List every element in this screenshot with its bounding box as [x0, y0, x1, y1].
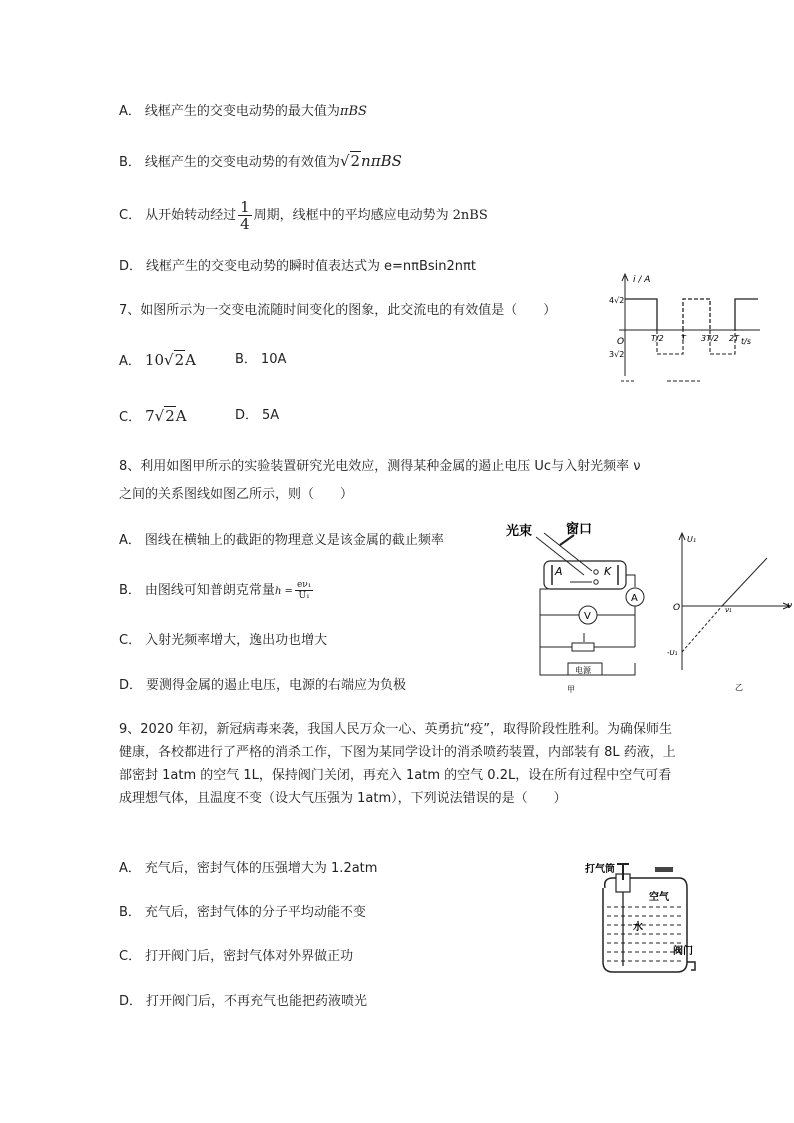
pulse-positive — [683, 299, 710, 330]
q7-option-b: B． 10A — [235, 352, 287, 367]
formula: e=nπBsin2nπt — [384, 259, 476, 274]
option-label: C． — [119, 949, 142, 964]
option-label: D． — [119, 994, 143, 1009]
y-intercept-label: -U₁ — [667, 649, 678, 657]
q6-option-c — [119, 196, 488, 236]
y-axis-label: i / A — [633, 275, 651, 285]
rheostat — [572, 643, 594, 651]
pulse-positive — [735, 299, 758, 330]
option-label: D． — [235, 408, 259, 423]
option-label: A． — [119, 533, 141, 548]
q6-option-d — [119, 258, 476, 276]
sqrt-formula: √2 — [164, 351, 185, 369]
cathode-label: K — [604, 565, 612, 578]
anode-label: A — [555, 565, 563, 578]
q9-option-a: A． 充气后，密封气体的压强增大为 1.2atm — [119, 861, 378, 876]
q7-option-c: C． 7√2A — [119, 407, 187, 425]
formula: πBS — [339, 104, 367, 119]
option-text: 周期，线框中的平均感应电动势为 — [253, 208, 449, 223]
q9-option-d: D． 打开阀门后，不再充气也能把药液喷光 — [119, 994, 368, 1009]
q7-stem: 7、如图所示为一交变电流随时间变化的图象，此交流电的有效值是（ ） — [119, 303, 557, 318]
option-label: C． — [119, 633, 142, 648]
option-label: A． — [119, 104, 141, 119]
valve-nozzle — [687, 962, 695, 970]
sqrt-formula: √2 — [154, 407, 175, 425]
tick-label: T/2 — [651, 334, 664, 343]
origin-label: O — [673, 603, 681, 613]
q8-graph-figure — [665, 528, 794, 693]
window-label: 窗口 — [566, 522, 593, 537]
q8-option-d: D． 要测得金属的遏止电压，电源的右端应为负极 — [119, 678, 407, 693]
q6-option-a — [119, 103, 367, 121]
caption-yi: 乙 — [735, 683, 743, 692]
q9-stem: 9、2020 年初，新冠病毒来袭，我国人民万众一心、英勇抗“疫”，取得阶段性胜利。为确保师生健康，各校都进行了严格的消杀工作，下图为某同学设计的消杀喷药装置，内部装有 8L 药液，上部密封 1atm 的空气 1L，保持阀门关闭，再充入 1atm 的空气 0.2L，设在所有过程中空气可看成理想气体，且温度不变（设大气压强为 1atm），下列说法错误的是（ ） — [119, 722, 676, 806]
q8-option-c: C． 入射光频率增大，逸出功也增大 — [119, 633, 328, 648]
fraction: $\frac{\text{eν₁}}{\text{U₁}}$ — [296, 580, 312, 601]
tick-label: 2T — [729, 334, 739, 343]
q8-apparatus-figure — [500, 515, 660, 695]
option-text: 线框产生的交变电动势的瞬时值表达式为 — [146, 259, 381, 274]
q8-stem-line2: 之间的关系图线如图乙所示，则（ ） — [119, 487, 354, 502]
y-pos-label: 4√2 — [609, 296, 625, 305]
voltmeter-label: V — [584, 611, 591, 622]
light-label: 光束 — [506, 524, 533, 539]
electron — [594, 570, 598, 574]
q6-option-b — [119, 152, 402, 172]
x-axis-label: t/s — [741, 337, 751, 346]
caption-jia: 甲 — [567, 685, 575, 694]
air-label: 空气 — [649, 892, 669, 903]
cap — [655, 867, 673, 872]
x-axis-label: ν — [787, 601, 793, 611]
pulse-positive — [625, 299, 657, 330]
option-label: C． — [119, 208, 142, 223]
electron — [594, 580, 598, 584]
formula: nπBS — [361, 152, 402, 170]
source-label: 电源 — [575, 666, 591, 675]
water-label: 水 — [633, 922, 643, 933]
origin-label: O — [617, 337, 625, 347]
ammeter-label: A — [631, 593, 638, 604]
data-line-extension — [682, 606, 722, 652]
formula: 2nBS — [452, 208, 488, 223]
fraction: $\frac{1}{4}$ — [240, 198, 250, 233]
option-label: A． — [119, 354, 141, 369]
q8-option-b: B． 由图线可知普朗克常量h = $\frac{\text{eν₁}}{\text{U₁}}$ — [119, 577, 315, 606]
q7-option-d: D． 5A — [235, 408, 280, 423]
wire — [626, 575, 635, 587]
wire — [540, 589, 635, 675]
q8-stem-line1: 8、利用如图甲所示的实验装置研究光电效应，测得某种金属的遏止电压 Uc与入射光频率 ν — [119, 459, 641, 474]
pump-label: 打气筒 — [585, 864, 615, 875]
q9-sprayer-figure — [583, 858, 703, 980]
q7-current-graph — [605, 268, 765, 388]
q8-option-a: A． 图线在横轴上的截距的物理意义是该金属的截止频率 — [119, 533, 444, 548]
option-text: 从开始转动经过 — [145, 208, 237, 223]
q9-option-c: C． 打开阀门后，密封气体对外界做正功 — [119, 949, 354, 964]
tick-label: 3T/2 — [701, 334, 719, 343]
y-neg-label: 3√2 — [609, 350, 625, 359]
q9-option-b: B． 充气后，密封气体的分子平均动能不变 — [119, 905, 366, 920]
sqrt-formula: √2 — [339, 152, 361, 170]
q7-option-a: A． 10√2A — [119, 351, 196, 369]
option-label: D． — [119, 678, 143, 693]
option-label: A． — [119, 861, 141, 876]
option-label: B． — [119, 905, 141, 920]
x-intercept-label: ν₁ — [725, 606, 732, 614]
tick-label: T — [681, 334, 686, 343]
option-text: 线框产生的交变电动势的最大值为 — [144, 104, 340, 119]
data-line — [722, 558, 767, 606]
valve-label: 阀门 — [673, 946, 693, 957]
option-label: D． — [119, 259, 143, 274]
option-label: C． — [119, 410, 142, 425]
option-text: 线框产生的交变电动势的有效值为 — [144, 155, 340, 170]
option-label: B． — [119, 583, 141, 598]
y-axis-label: U₁ — [687, 535, 697, 544]
option-label: B． — [235, 352, 257, 367]
option-label: B． — [119, 155, 141, 170]
